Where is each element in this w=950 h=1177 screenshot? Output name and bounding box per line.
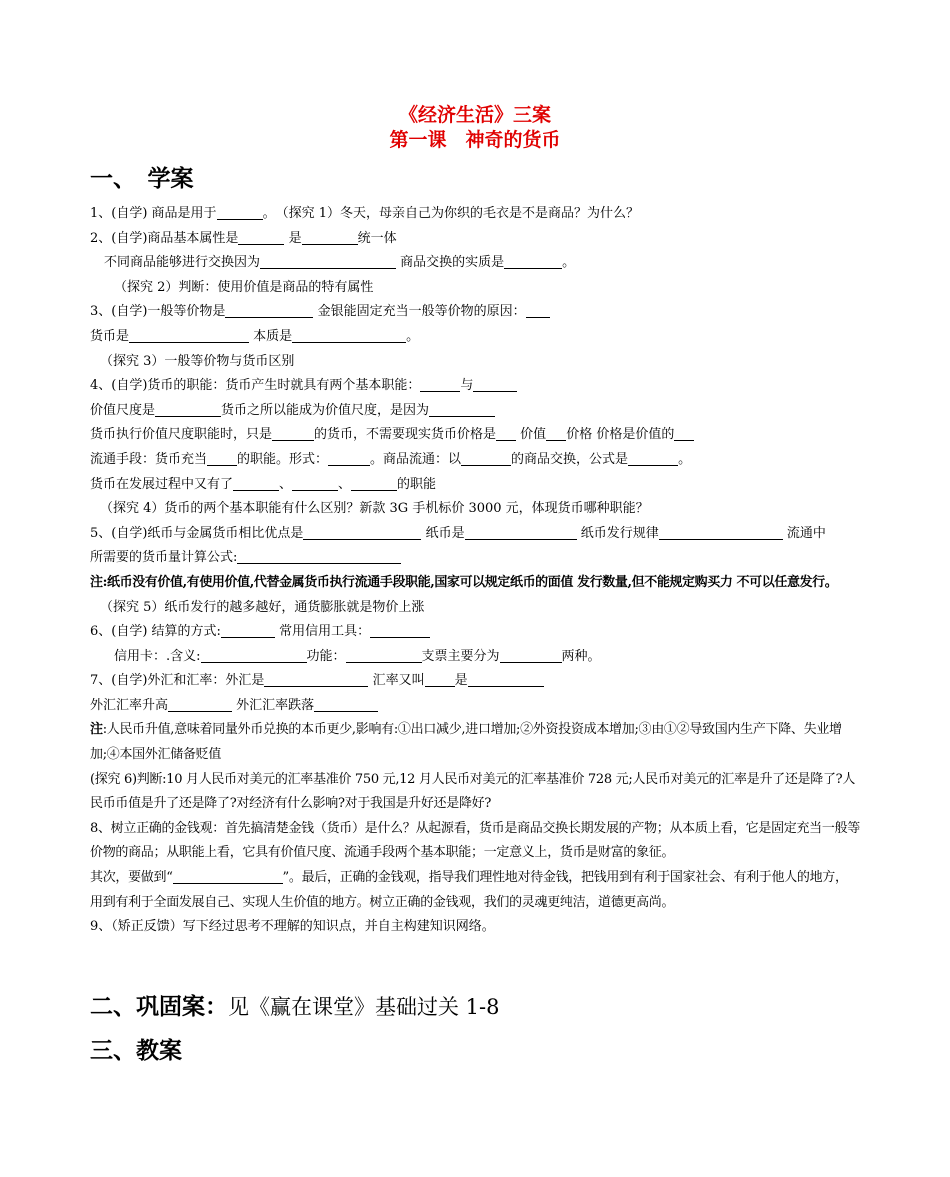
line-13: （探究 4）货币的两个基本职能有什么区别？新款 3G 手机标价 3000 元，体现货币哪种职能？: [100, 501, 649, 517]
blank[interactable]: [496, 426, 516, 441]
blank[interactable]: [302, 230, 358, 245]
section-heading-consolidate: 二、巩固案：见《赢在课堂》基础过关 1-8: [90, 994, 500, 1020]
blank[interactable]: [370, 623, 430, 638]
line-10: 货币执行价值尺度职能时，只是 的货币，不需要现实货币价格是 价值 价格 价格是价值的: [90, 423, 860, 448]
document-title: 《经济生活》三案: [398, 104, 551, 126]
line-money-view: 8、树立正确的金钱观：首先搞清楚金钱（货币）是什么？从起源看，货币是商品交换长期发展的产物；从本质上看，它是固定充当一般等价物的商品；从职能上看，它具有价值尺度、流通手段两个基本职能；一定意义上，货币是财富的象征。: [90, 820, 860, 861]
blank[interactable]: [461, 451, 511, 466]
line-5: 3、(自学)一般等价物是 金银能固定充当一般等价物的原因：: [90, 300, 860, 325]
blank[interactable]: [303, 525, 421, 540]
study-plan-body: [90, 202, 860, 940]
blank[interactable]: [238, 230, 284, 245]
line-11: 流通手段：货币充当 的职能。形式： 。商品流通：以 的商品交换，公式是 。: [90, 451, 692, 467]
blank[interactable]: [546, 426, 566, 441]
line-6: 货币是 本质是 。: [90, 328, 420, 344]
blank[interactable]: [292, 476, 338, 491]
blank[interactable]: [425, 672, 455, 687]
blank[interactable]: [468, 672, 544, 687]
line-feedback: 9、（矫正反馈）写下经过思考不理解的知识点，并自主构建知识网络。: [90, 919, 495, 935]
line-15: 所需要的货币量计算公式:: [90, 546, 860, 571]
line-8: 4、(自学)货币的职能：货币产生时就具有两个基本职能： 与: [90, 374, 860, 399]
line-19: 信用卡：.含义: 功能： 支票主要分为 两种。: [114, 648, 601, 664]
blank[interactable]: [504, 254, 562, 269]
line-9: 价值尺度是 货币之所以能成为价值尺度，是因为: [90, 399, 860, 424]
blank[interactable]: [272, 426, 314, 441]
blank[interactable]: [659, 525, 783, 540]
blank[interactable]: [420, 377, 460, 392]
lesson-title: 第一课 神奇的货币: [389, 129, 561, 151]
line-3: 不同商品能够进行交换因为 商品交换的实质是 。: [104, 255, 576, 271]
blank[interactable]: [500, 648, 562, 663]
line-17: （探究 5）纸币发行的越多越好，通货膨胀就是物价上涨: [100, 599, 425, 615]
blank[interactable]: [260, 254, 396, 269]
blank[interactable]: [155, 402, 221, 417]
blank[interactable]: [201, 648, 307, 663]
blank[interactable]: [628, 451, 678, 466]
blank[interactable]: [351, 476, 397, 491]
section-heading-teaching: 三、教案: [90, 1038, 182, 1064]
line-1: 1、(自学) 商品是用于 。 （探究 1）冬天，母亲自己为你织的毛衣是不是商品？为什么？: [90, 206, 639, 221]
blank[interactable]: [207, 451, 237, 466]
line-2: 2、(自学)商品基本属性是 是 统一体: [90, 230, 397, 246]
blank[interactable]: [674, 426, 694, 441]
line-14: 5、(自学)纸币与金属货币相比优点是 纸币是 纸币发行规律 流通中: [90, 525, 826, 541]
blank[interactable]: [429, 402, 495, 417]
blank[interactable]: [129, 328, 249, 343]
blank[interactable]: [526, 303, 550, 318]
line-money-view-2: 其次，要做到“ ”。最后，正确的金钱观，指导我们理性地对待金钱，把钱用到有利于国家社会、有利于他人的地方，用到有利于全面发展自己、实现人生价值的地方。树立正确的金钱观，我们的灵魂更纯洁，道德更高尚。: [90, 870, 848, 910]
note-rmb-appreciation: 注:人民币升值,意味着同量外币兑换的本币更少,影响有:①出口减少,进口增加;②外资投资成本增加;③由①②导致国内生产下降、失业增加;④本国外汇储备贬值: [90, 722, 842, 763]
blank[interactable]: [168, 697, 232, 712]
line-18: 6、(自学) 结算的方式: 常用信用工具：: [90, 620, 860, 645]
blank[interactable]: [473, 377, 517, 392]
blank[interactable]: [237, 549, 401, 564]
line-4: （探究 2）判断：使用价值是商品的特有属性: [114, 279, 374, 295]
line-12: 货币在发展过程中又有了 、 、 的职能: [90, 476, 437, 492]
blank[interactable]: [292, 328, 406, 343]
note-paper-money: 注:纸币没有价值,有使用价值,代替金属货币执行流通手段职能,国家可以规定纸币的面值 发行数量,但不能规定购买力 不可以任意发行。: [90, 574, 838, 590]
blank[interactable]: [233, 476, 279, 491]
section-heading-study: 一、 学案: [90, 166, 194, 192]
blank[interactable]: [173, 869, 283, 884]
blank[interactable]: [346, 648, 422, 663]
line-7: （探究 3）一般等价物与货币区别: [100, 353, 295, 369]
blank[interactable]: [314, 697, 378, 712]
line-20: 7、(自学)外汇和汇率：外汇是 汇率又叫 是: [90, 669, 860, 694]
blank[interactable]: [328, 451, 370, 466]
blank[interactable]: [465, 525, 577, 540]
line-21: 外汇汇率升高 外汇汇率跌落: [90, 694, 860, 719]
blank[interactable]: [217, 205, 263, 220]
blank[interactable]: [225, 303, 313, 318]
blank[interactable]: [264, 672, 368, 687]
blank[interactable]: [221, 623, 275, 638]
line-inquiry-6: (探究 6)判断:10 月人民币对美元的汇率基准价 750 元,12 月人民币对美元的汇率基准价 728 元;人民币对美元的汇率是升了还是降了?人民币币值是升了还是降了?对经济有什么影响?对于我国是升好还是降好?: [90, 771, 856, 812]
